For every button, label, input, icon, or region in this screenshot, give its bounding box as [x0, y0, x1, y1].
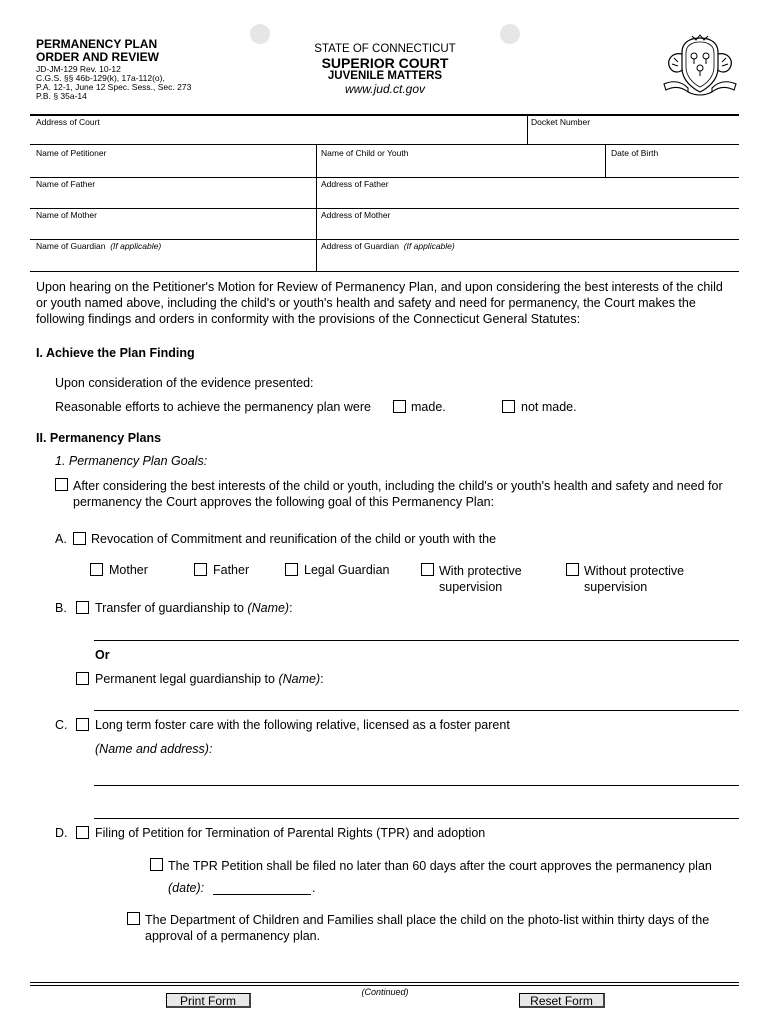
intro-line-1: Upon hearing on the Petitioner's Motion for Review of Permanency Plan, and upon considering the best interests of the child [36, 280, 723, 294]
approve-goal-checkbox[interactable] [55, 478, 68, 491]
permanent-guardianship-checkbox[interactable] [76, 672, 89, 685]
transfer-colon: : [289, 601, 293, 615]
permanent-guardianship-text [95, 671, 324, 687]
intro-line-2: or youth named above, including the child's or youth's health and safety and need for permanency, the Court makes the [36, 296, 696, 310]
court-header [285, 42, 485, 97]
plg-name-hint: (Name) [278, 672, 321, 686]
guardian-name-note: (If applicable) [110, 241, 162, 251]
grid-line-2 [30, 177, 739, 178]
option-b-letter: B. [55, 601, 67, 615]
without-protective-line-2: supervision [584, 580, 648, 594]
mother-address-field[interactable]: Address of Mother [321, 210, 391, 220]
punch-hole-left [250, 24, 270, 44]
form-title-line2: ORDER AND REVIEW [36, 50, 159, 64]
court-name: SUPERIOR COURT [321, 55, 449, 71]
mother-label: Mother [109, 563, 148, 577]
approve-goal-line-1: After considering the best interests of the child or youth, including the child's or youth's health and safety and need for [73, 479, 723, 493]
plg-colon: : [320, 672, 324, 686]
mother-checkbox[interactable] [90, 563, 103, 576]
statute-2: P.A. 12-1, June 12 Spec. Sess., Sec. 273 [36, 82, 192, 92]
permanency-goals-label: 1. Permanency Plan Goals: [55, 454, 208, 468]
without-protective-checkbox[interactable] [566, 563, 579, 576]
print-form-button[interactable]: Print Form [166, 993, 251, 1008]
efforts-made-checkbox[interactable] [393, 400, 406, 413]
photo-list-line-2: approval of a permanency plan. [145, 929, 321, 943]
grid-divider-dob [605, 144, 606, 177]
date-of-birth-field[interactable]: Date of Birth [611, 148, 659, 158]
form-title-line1: PERMANENCY PLAN [36, 37, 158, 51]
photo-list-checkbox[interactable] [127, 912, 140, 925]
efforts-not-made-label: not made. [521, 400, 577, 414]
guardian-address-note: (If applicable) [403, 241, 455, 251]
footer-line-1 [30, 982, 739, 983]
grid-divider-docket [527, 114, 528, 144]
permanent-guardianship-label: Permanent legal guardianship to [95, 672, 275, 686]
reasonable-efforts-text: Reasonable efforts to achieve the permanency plan were [55, 400, 371, 414]
option-a-letter: A. [55, 532, 67, 546]
foster-address-line-1[interactable] [94, 785, 739, 786]
tpr-date-label: (date): [168, 881, 205, 895]
evidence-text: Upon consideration of the evidence presented: [55, 376, 314, 390]
state-name: STATE OF CONNECTICUT [314, 43, 456, 55]
with-protective-line-2: supervision [439, 580, 503, 594]
tpr-petition-checkbox[interactable] [150, 858, 163, 871]
reset-form-button[interactable]: Reset Form [519, 993, 605, 1008]
division-name: JUVENILE MATTERS [327, 70, 443, 82]
statute-3: P.B. § 35a-14 [36, 91, 87, 101]
grid-top-border [30, 114, 739, 116]
option-d-letter: D. [55, 826, 68, 840]
continued-label: (Continued) [361, 987, 409, 997]
efforts-not-made-checkbox[interactable] [502, 400, 515, 413]
approve-goal-text [73, 478, 743, 510]
state-seal-icon [658, 34, 742, 100]
grid-bottom-border [30, 271, 739, 272]
transfer-guardianship-label: Transfer of guardianship to [95, 601, 244, 615]
docket-number-field[interactable]: Docket Number [531, 117, 591, 127]
efforts-made-label: made. [411, 400, 446, 414]
intro-paragraph [36, 279, 746, 327]
photo-list-line-1: The Department of Children and Families shall place the child on the photo-list within thirty days of the [145, 913, 710, 927]
address-of-court-field[interactable]: Address of Court [36, 117, 100, 127]
form-title [36, 38, 159, 64]
plg-name-input[interactable] [94, 710, 739, 711]
foster-address-line-2[interactable] [94, 818, 739, 819]
grid-line-3 [30, 208, 739, 209]
section-1-heading: I. Achieve the Plan Finding [36, 346, 195, 360]
without-protective-label [584, 563, 684, 595]
with-protective-label [439, 563, 522, 595]
with-protective-checkbox[interactable] [421, 563, 434, 576]
statute-1: C.G.S. §§ 46b-129(k), 17a-112(o), [36, 73, 165, 83]
transfer-name-input[interactable] [94, 640, 739, 641]
father-checkbox[interactable] [194, 563, 207, 576]
grid-line-1 [30, 144, 739, 145]
father-label: Father [213, 563, 250, 577]
punch-hole-right [500, 24, 520, 44]
legal-guardian-checkbox[interactable] [285, 563, 298, 576]
approve-goal-line-2: permanency the Court approves the following goal of this Permanency Plan: [73, 495, 495, 509]
tpr-adoption-checkbox[interactable] [76, 826, 89, 839]
grid-divider-middle [316, 144, 317, 271]
foster-care-text: Long term foster care with the following relative, licensed as a foster parent [95, 718, 510, 732]
guardian-address-field[interactable] [321, 241, 455, 251]
website: www.jud.ct.gov [344, 82, 426, 96]
tpr-date-input[interactable] [213, 894, 311, 895]
footer-line-2 [30, 985, 739, 986]
guardian-address-label: Address of Guardian [321, 241, 399, 251]
form-citations [36, 65, 191, 101]
revocation-checkbox[interactable] [73, 532, 86, 545]
father-address-field[interactable]: Address of Father [321, 179, 389, 189]
father-name-field[interactable]: Name of Father [36, 179, 96, 189]
child-name-field[interactable]: Name of Child or Youth [321, 148, 409, 158]
legal-guardian-label: Legal Guardian [304, 563, 390, 577]
with-protective-line-1: With protective [439, 564, 522, 578]
tpr-adoption-text: Filing of Petition for Termination of Parental Rights (TPR) and adoption [95, 826, 486, 840]
transfer-name-hint: (Name) [247, 601, 290, 615]
intro-line-3: following findings and orders in conformity with the provisions of the Connecticut General Statutes: [36, 312, 581, 326]
without-protective-line-1: Without protective [584, 564, 685, 578]
revocation-text: Revocation of Commitment and reunification of the child or youth with the [91, 532, 497, 546]
photo-list-text [145, 912, 735, 944]
foster-care-checkbox[interactable] [76, 718, 89, 731]
option-c-letter: C. [55, 718, 68, 732]
petitioner-name-field[interactable]: Name of Petitioner [36, 148, 107, 158]
tpr-date-period: . [312, 881, 316, 895]
mother-name-field[interactable]: Name of Mother [36, 210, 97, 220]
guardian-name-label: Name of Guardian [36, 241, 106, 251]
tpr-petition-text: The TPR Petition shall be filed no later than 60 days after the court approves the permanency plan [168, 859, 712, 873]
transfer-guardianship-checkbox[interactable] [76, 601, 89, 614]
form-number: JD-JM-129 Rev. 10-12 [36, 64, 121, 74]
guardian-name-field[interactable] [36, 241, 161, 251]
transfer-guardianship-text [95, 600, 293, 616]
section-2-heading: II. Permanency Plans [36, 431, 162, 445]
grid-line-4 [30, 239, 739, 240]
foster-name-address-hint: (Name and address): [95, 742, 213, 756]
or-label: Or [95, 648, 110, 662]
